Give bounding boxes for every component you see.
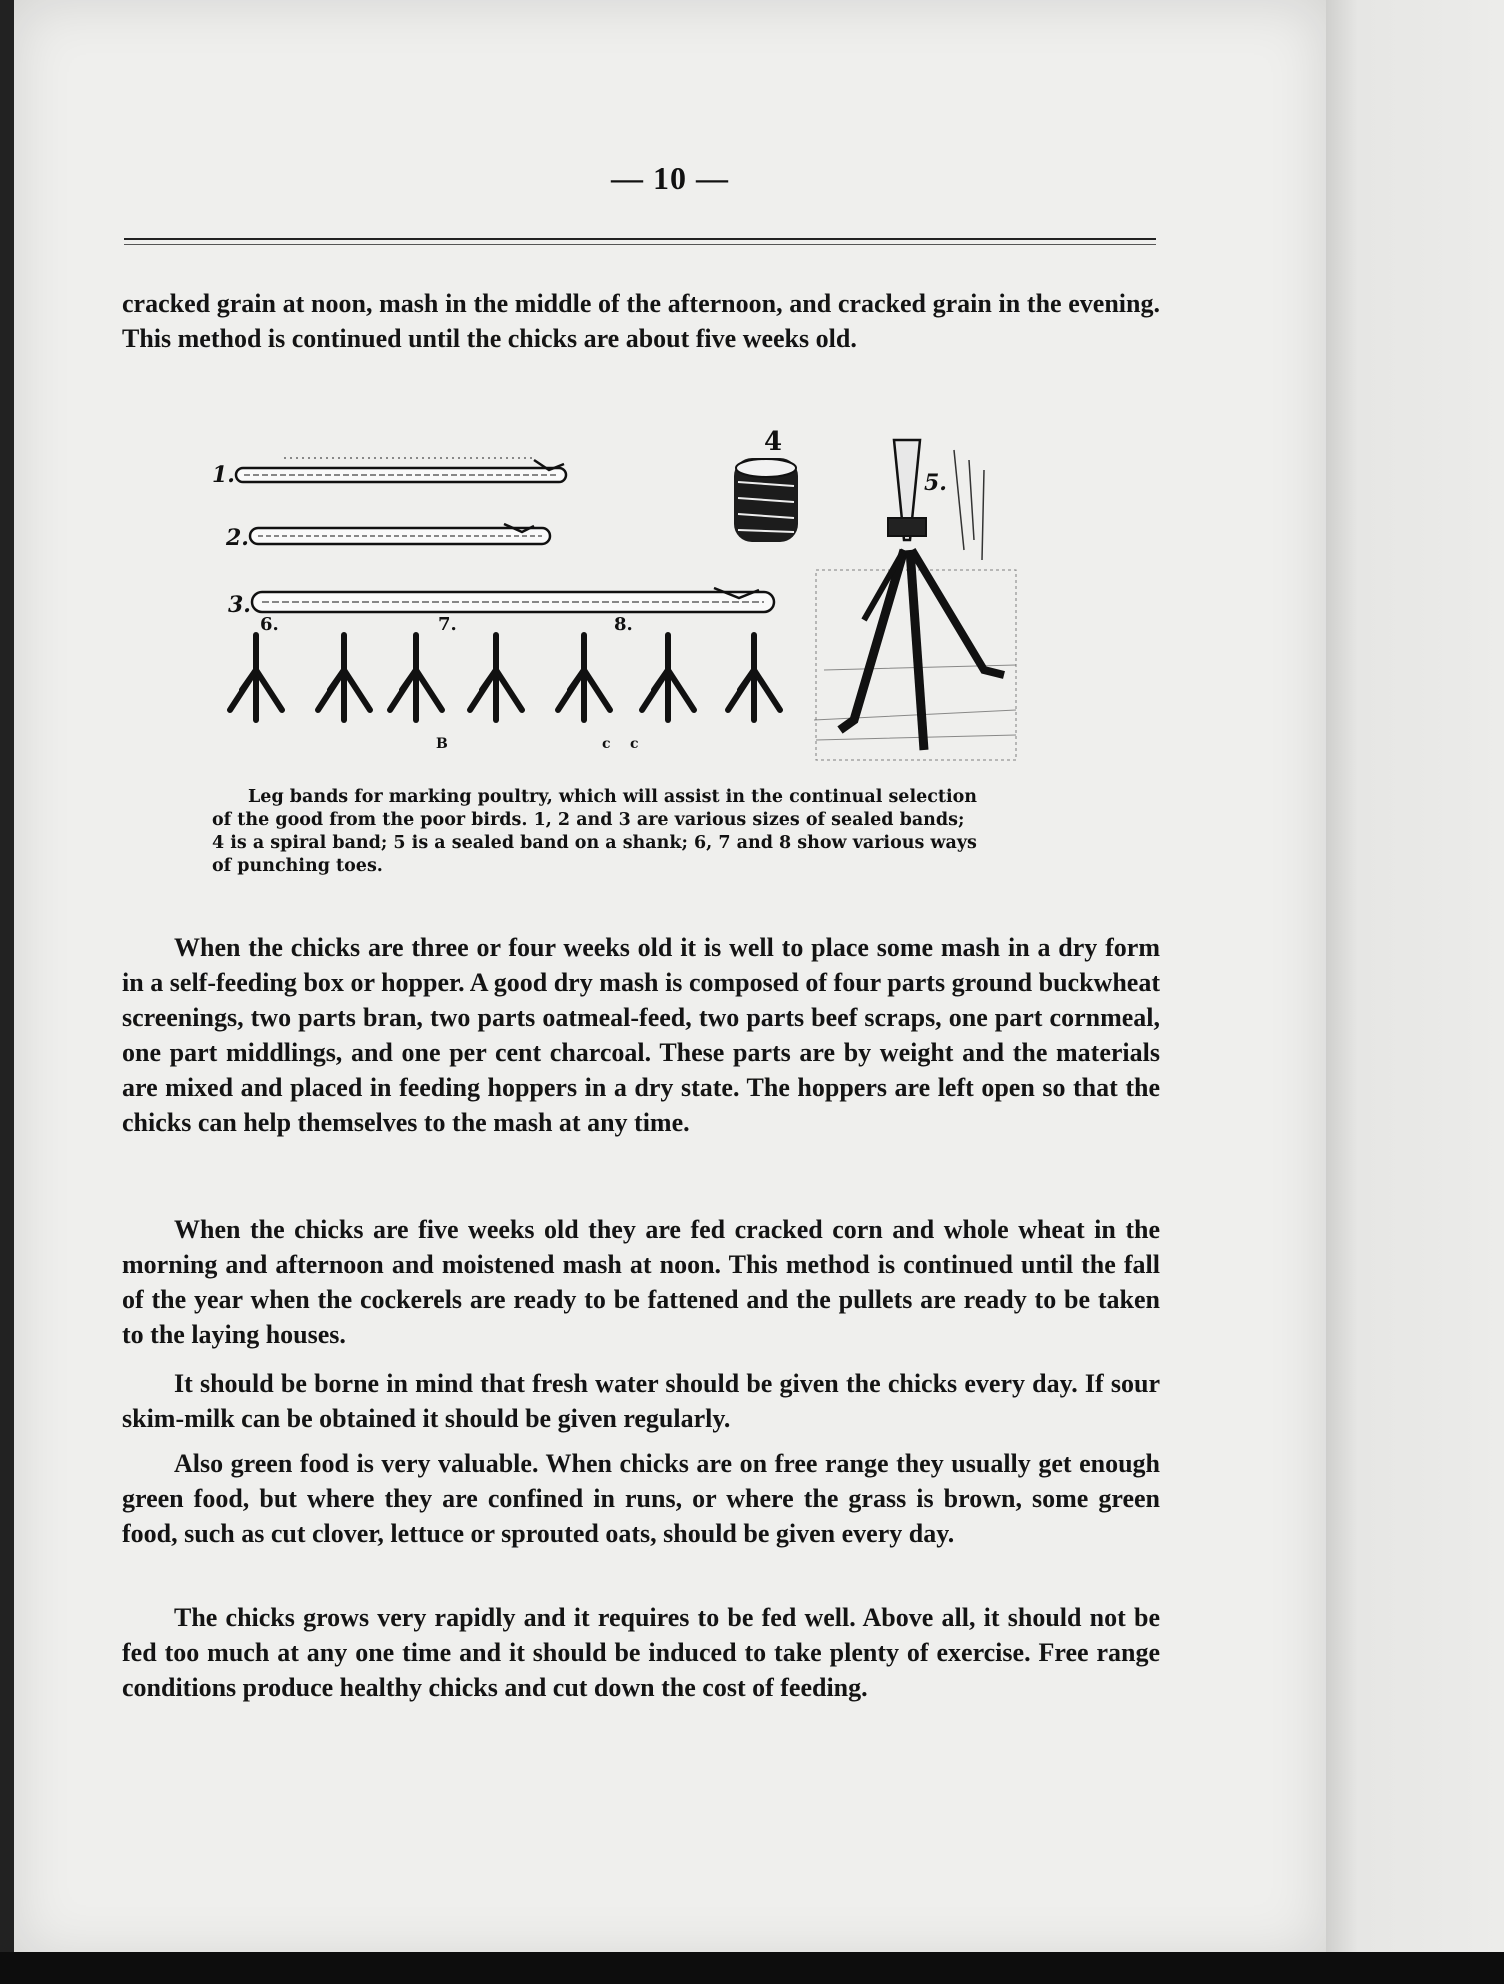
figure-caption xyxy=(212,786,1052,878)
chicken-foot xyxy=(318,635,370,720)
caption-line-4: of punching toes. xyxy=(212,856,383,876)
chicken-foot xyxy=(390,635,442,720)
chicken-foot xyxy=(558,635,610,720)
label-toe-8-c1: c xyxy=(602,736,611,752)
chicken-foot xyxy=(642,635,694,720)
spiral-band-4 xyxy=(734,427,798,542)
scan-bottom-edge xyxy=(0,1952,1504,1984)
chicken-foot xyxy=(470,635,522,720)
shank-with-band-5 xyxy=(814,440,1016,760)
label-toe-7: 7. xyxy=(438,614,457,635)
chicken-foot xyxy=(230,635,282,720)
caption-line-3: 4 is a spiral band; 5 is a sealed band on a shank; 6, 7 and 8 show various ways xyxy=(212,833,977,853)
label-toe-6: 6. xyxy=(260,614,279,635)
caption-line-2: of the good from the poor birds. 1, 2 and 3 are various sizes of sealed bands; xyxy=(212,810,965,830)
leg-bands-figure xyxy=(204,420,1064,780)
sealed-band-3 xyxy=(228,588,774,618)
header-rule-thin xyxy=(124,244,1156,245)
page-sheet xyxy=(14,0,1326,1960)
paragraph-dry-mash: When the chicks are three or four weeks old it is well to place some mash in a dry form in a self-feeding box or hopper. A good dry mash is composed of four parts ground buckwheat screenings, two parts bran, two parts oatmeal-feed, two parts beef scraps, one part cornmeal, one part middlings, and one per cent charcoal. These parts are by weight and the materials are mixed and placed in feeding hoppers in a dry state. The hoppers are left open so that the chicks can help themselves to the mash at any time. xyxy=(122,933,1160,1137)
label-toe-8: 8. xyxy=(614,614,633,635)
top-paragraph: cracked grain at noon, mash in the middle of the afternoon, and cracked grain in the evening. This method is continued until the chicks are about five weeks old. xyxy=(122,289,1160,353)
header-rule xyxy=(124,238,1156,240)
sealed-band-1 xyxy=(212,458,566,488)
facing-page-edge xyxy=(1326,0,1504,1960)
paragraph-fresh-water: It should be borne in mind that fresh water should be given the chicks every day. If sour skim-milk can be obtained it should be given regularly. xyxy=(122,1369,1160,1433)
sealed-band-2 xyxy=(225,524,550,551)
scan-left-edge xyxy=(0,0,14,1984)
label-spiral: 4 xyxy=(764,427,783,457)
label-toe-7-b: B xyxy=(436,736,448,752)
chicken-foot xyxy=(728,635,780,720)
label-toe-8-c2: c xyxy=(630,736,639,752)
toe-punch-examples xyxy=(230,614,780,752)
label-shank: 5. xyxy=(924,470,947,496)
paragraph-green-food: Also green food is very valuable. When chicks are on free range they usually get enough green food, but where they are confined in runs, or where the grass is brown, some green food, such as cut clover, lettuce or sprouted oats, should be given every day. xyxy=(122,1449,1160,1548)
caption-line-1: Leg bands for marking poultry, which will assist in the continual selection xyxy=(248,787,978,807)
paragraph-exercise: The chicks grows very rapidly and it requires to be fed well. Above all, it should not be fed too much at any one time and it should be induced to take plenty of exercise. Free range conditions produce healthy chicks and cut down the cost of feeding. xyxy=(122,1603,1160,1702)
label-band-2: 2. xyxy=(226,525,249,551)
page-number: — 10 — xyxy=(611,160,729,196)
paragraph-five-weeks: When the chicks are five weeks old they are fed cracked corn and whole wheat in the morning and afternoon and moistened mash at noon. This method is continued until the fall of the year when the cockerels are ready to be fattened and the pullets are ready to be taken to the laying houses. xyxy=(122,1215,1160,1349)
label-band-3: 3. xyxy=(228,592,251,618)
label-band-1: 1. xyxy=(212,462,235,488)
